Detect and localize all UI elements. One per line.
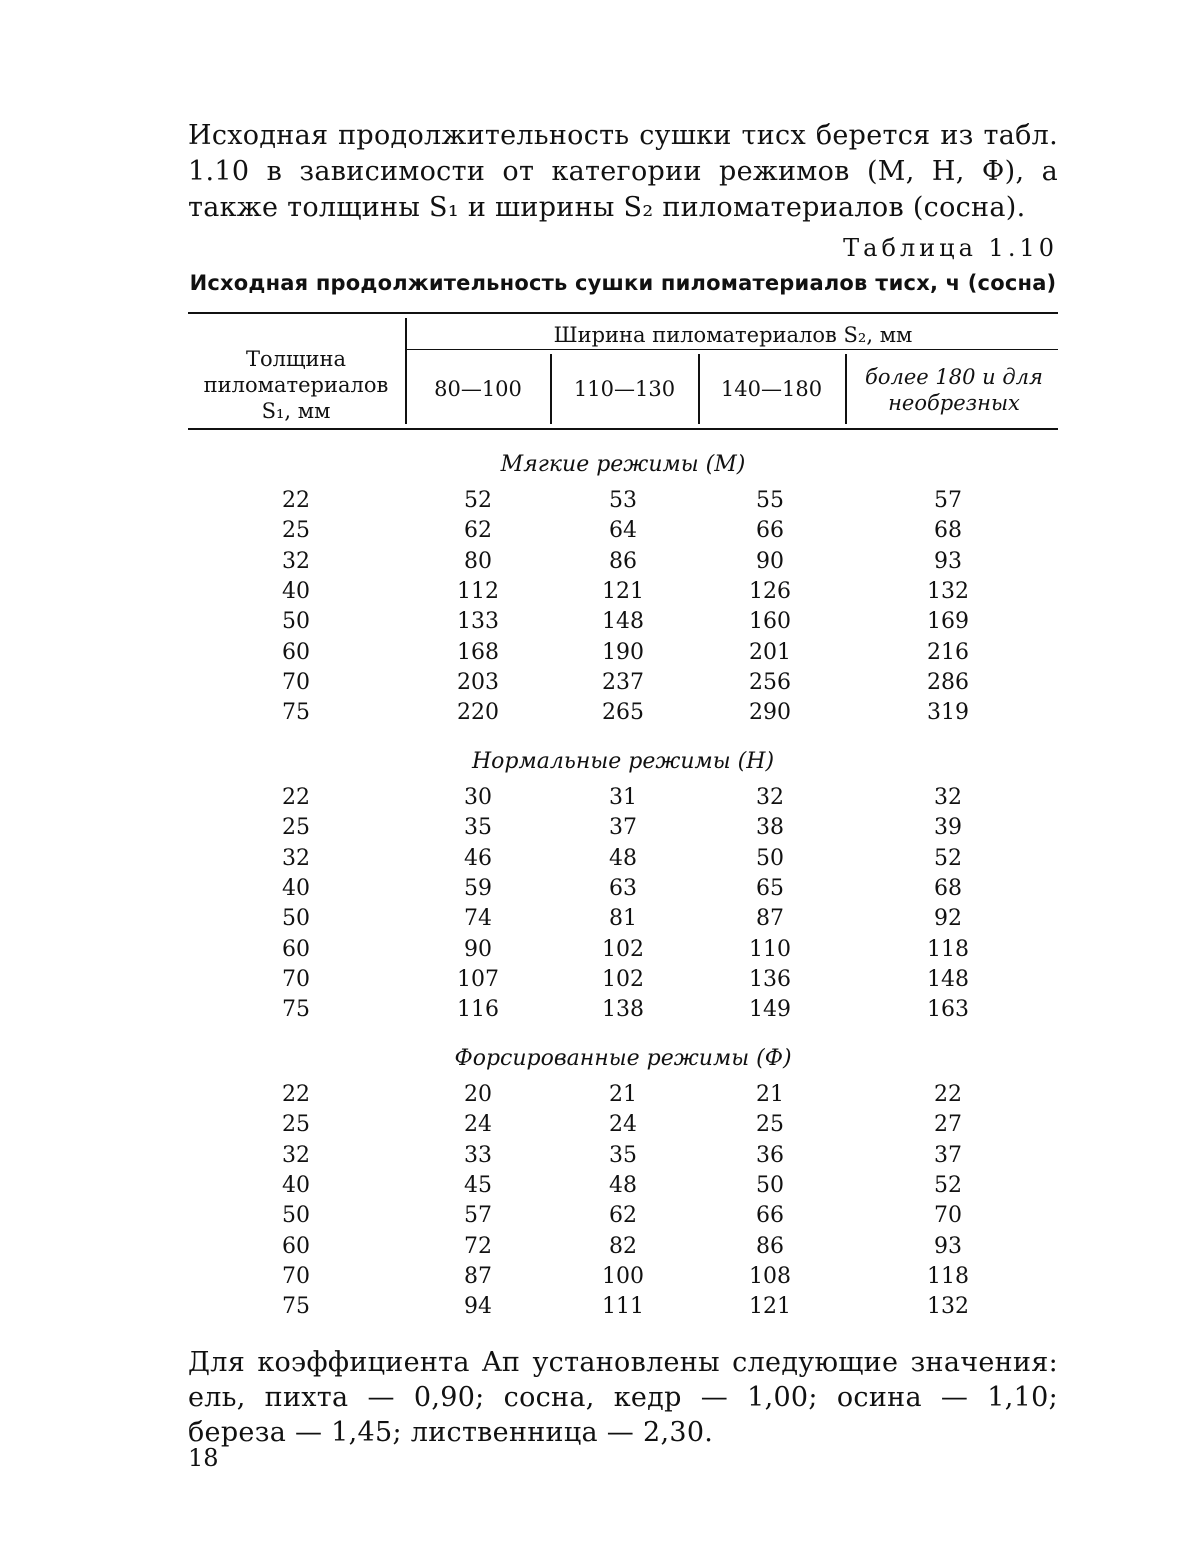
thickness-cell: 40 bbox=[282, 875, 310, 901]
table-row bbox=[0, 967, 1190, 997]
duration-cell: 220 bbox=[457, 700, 499, 726]
duration-cell: 48 bbox=[609, 845, 637, 871]
table-row bbox=[0, 846, 1190, 876]
table-row bbox=[0, 1264, 1190, 1294]
duration-cell: 136 bbox=[749, 966, 791, 992]
duration-cell: 132 bbox=[927, 1294, 969, 1320]
row-header: Толщина пиломатериалов S₁, мм bbox=[203, 347, 389, 423]
thickness-cell: 50 bbox=[282, 609, 310, 635]
duration-cell: 55 bbox=[756, 488, 784, 513]
duration-cell: 50 bbox=[756, 845, 784, 871]
duration-cell: 82 bbox=[609, 1233, 637, 1259]
duration-cell: 45 bbox=[464, 1172, 492, 1198]
duration-cell: 118 bbox=[927, 1263, 969, 1289]
duration-cell: 63 bbox=[609, 875, 637, 901]
duration-cell: 290 bbox=[749, 700, 791, 726]
thickness-cell: 25 bbox=[282, 1112, 310, 1138]
page-number: 18 bbox=[188, 1444, 219, 1472]
thickness-cell: 25 bbox=[282, 518, 310, 544]
duration-cell: 319 bbox=[927, 700, 969, 726]
table-row bbox=[0, 1294, 1190, 1324]
duration-cell: 102 bbox=[602, 936, 644, 962]
duration-cell: 86 bbox=[756, 1233, 784, 1259]
table-number: Таблица 1.10 bbox=[843, 234, 1058, 262]
duration-cell: 148 bbox=[602, 609, 644, 635]
header-mid-rule bbox=[406, 349, 1058, 350]
duration-cell: 138 bbox=[602, 997, 644, 1023]
thickness-cell: 22 bbox=[282, 488, 310, 513]
column-header: более 180 и для необрезных bbox=[865, 365, 1043, 415]
column-header: 80—100 bbox=[434, 377, 522, 401]
duration-cell: 24 bbox=[464, 1112, 492, 1138]
thickness-cell: 70 bbox=[282, 966, 310, 992]
duration-cell: 160 bbox=[749, 609, 791, 635]
duration-cell: 132 bbox=[927, 578, 969, 604]
thickness-cell: 50 bbox=[282, 906, 310, 932]
table-row bbox=[0, 488, 1190, 518]
duration-cell: 133 bbox=[457, 609, 499, 635]
duration-cell: 32 bbox=[756, 785, 784, 810]
duration-cell: 102 bbox=[602, 966, 644, 992]
duration-cell: 87 bbox=[756, 906, 784, 932]
header-divider-col1 bbox=[550, 354, 552, 424]
table-row bbox=[0, 906, 1190, 936]
column-group-header: Ширина пиломатериалов S₂, мм bbox=[553, 323, 913, 347]
section-title: Мягкие режимы (М) bbox=[500, 452, 746, 477]
duration-cell: 46 bbox=[464, 845, 492, 871]
duration-cell: 148 bbox=[927, 966, 969, 992]
outro-paragraph: Для коэффициента Aп установлены следующие значения: ель, пихта — 0,90; сосна, кедр — 1,00; осина — 1,10; береза — 1,45; лиственница — 2,30. bbox=[188, 1347, 1058, 1448]
duration-cell: 20 bbox=[464, 1082, 492, 1107]
duration-cell: 92 bbox=[934, 906, 962, 932]
duration-cell: 72 bbox=[464, 1233, 492, 1259]
duration-cell: 90 bbox=[464, 936, 492, 962]
duration-cell: 74 bbox=[464, 906, 492, 932]
duration-cell: 80 bbox=[464, 548, 492, 574]
table-row bbox=[0, 1234, 1190, 1264]
duration-cell: 66 bbox=[756, 1203, 784, 1229]
duration-cell: 190 bbox=[602, 639, 644, 665]
table-row bbox=[0, 785, 1190, 815]
table-row bbox=[0, 1082, 1190, 1112]
duration-cell: 121 bbox=[749, 1294, 791, 1320]
duration-cell: 36 bbox=[756, 1142, 784, 1168]
table-row bbox=[0, 815, 1190, 845]
header-divider-main bbox=[405, 318, 407, 424]
duration-cell: 22 bbox=[934, 1082, 962, 1107]
duration-cell: 35 bbox=[609, 1142, 637, 1168]
duration-cell: 86 bbox=[609, 548, 637, 574]
thickness-cell: 32 bbox=[282, 548, 310, 574]
duration-cell: 116 bbox=[457, 997, 499, 1023]
table-title: Исходная продолжительность сушки пиломатериалов τисх, ч (сосна) bbox=[189, 271, 1057, 295]
duration-cell: 81 bbox=[609, 906, 637, 932]
duration-cell: 48 bbox=[609, 1172, 637, 1198]
section-title: Нормальные режимы (Н) bbox=[471, 749, 775, 774]
table-row bbox=[0, 609, 1190, 639]
thickness-cell: 40 bbox=[282, 1172, 310, 1198]
duration-cell: 265 bbox=[602, 700, 644, 726]
duration-cell: 66 bbox=[756, 518, 784, 544]
thickness-cell: 60 bbox=[282, 936, 310, 962]
duration-cell: 110 bbox=[749, 936, 791, 962]
duration-cell: 57 bbox=[464, 1203, 492, 1229]
duration-cell: 107 bbox=[457, 966, 499, 992]
column-header: 140—180 bbox=[720, 377, 823, 401]
duration-cell: 32 bbox=[934, 785, 962, 810]
thickness-cell: 50 bbox=[282, 1203, 310, 1229]
duration-cell: 35 bbox=[464, 815, 492, 841]
duration-cell: 30 bbox=[464, 785, 492, 810]
table-row bbox=[0, 640, 1190, 670]
table-row bbox=[0, 700, 1190, 730]
duration-cell: 52 bbox=[464, 488, 492, 513]
duration-cell: 37 bbox=[934, 1142, 962, 1168]
duration-cell: 21 bbox=[756, 1082, 784, 1107]
duration-cell: 68 bbox=[934, 875, 962, 901]
duration-cell: 118 bbox=[927, 936, 969, 962]
duration-cell: 94 bbox=[464, 1294, 492, 1320]
duration-cell: 39 bbox=[934, 815, 962, 841]
thickness-cell: 70 bbox=[282, 669, 310, 695]
duration-cell: 52 bbox=[934, 845, 962, 871]
thickness-cell: 40 bbox=[282, 578, 310, 604]
duration-cell: 64 bbox=[609, 518, 637, 544]
duration-cell: 70 bbox=[934, 1203, 962, 1229]
thickness-cell: 75 bbox=[282, 700, 310, 726]
table-row bbox=[0, 997, 1190, 1027]
duration-cell: 62 bbox=[609, 1203, 637, 1229]
thickness-cell: 22 bbox=[282, 785, 310, 810]
duration-cell: 168 bbox=[457, 639, 499, 665]
duration-cell: 100 bbox=[602, 1263, 644, 1289]
table-row bbox=[0, 1203, 1190, 1233]
header-bottom-rule bbox=[188, 428, 1058, 430]
thickness-cell: 25 bbox=[282, 815, 310, 841]
table-row bbox=[0, 579, 1190, 609]
duration-cell: 93 bbox=[934, 1233, 962, 1259]
intro-paragraph: Исходная продолжительность сушки τисх берется из табл. 1.10 в зависимости от категории режимов (М, Н, Ф), а также толщины S₁ и ширины S₂ пиломатериалов (сосна). bbox=[188, 120, 1058, 223]
duration-cell: 163 bbox=[927, 997, 969, 1023]
table-row bbox=[0, 1143, 1190, 1173]
duration-cell: 52 bbox=[934, 1172, 962, 1198]
duration-cell: 31 bbox=[609, 785, 637, 810]
duration-cell: 65 bbox=[756, 875, 784, 901]
duration-cell: 112 bbox=[457, 578, 499, 604]
column-header: 110—130 bbox=[573, 377, 676, 401]
duration-cell: 50 bbox=[756, 1172, 784, 1198]
thickness-cell: 32 bbox=[282, 845, 310, 871]
table-row bbox=[0, 549, 1190, 579]
duration-cell: 256 bbox=[749, 669, 791, 695]
duration-cell: 108 bbox=[749, 1263, 791, 1289]
thickness-cell: 75 bbox=[282, 997, 310, 1023]
table-row bbox=[0, 876, 1190, 906]
duration-cell: 57 bbox=[934, 488, 962, 513]
duration-cell: 203 bbox=[457, 669, 499, 695]
table-top-rule bbox=[188, 312, 1058, 314]
duration-cell: 149 bbox=[749, 997, 791, 1023]
thickness-cell: 75 bbox=[282, 1294, 310, 1320]
duration-cell: 62 bbox=[464, 518, 492, 544]
table-row bbox=[0, 1173, 1190, 1203]
table-row bbox=[0, 518, 1190, 548]
duration-cell: 121 bbox=[602, 578, 644, 604]
thickness-cell: 60 bbox=[282, 1233, 310, 1259]
table-row bbox=[0, 1112, 1190, 1142]
duration-cell: 111 bbox=[602, 1294, 644, 1320]
duration-cell: 27 bbox=[934, 1112, 962, 1138]
duration-cell: 59 bbox=[464, 875, 492, 901]
duration-cell: 21 bbox=[609, 1082, 637, 1107]
header-divider-col3 bbox=[845, 354, 847, 424]
table-row bbox=[0, 937, 1190, 967]
duration-cell: 25 bbox=[756, 1112, 784, 1138]
thickness-cell: 22 bbox=[282, 1082, 310, 1107]
duration-cell: 87 bbox=[464, 1263, 492, 1289]
duration-cell: 237 bbox=[602, 669, 644, 695]
duration-cell: 53 bbox=[609, 488, 637, 513]
duration-cell: 37 bbox=[609, 815, 637, 841]
thickness-cell: 32 bbox=[282, 1142, 310, 1168]
section-title: Форсированные режимы (Ф) bbox=[454, 1046, 792, 1071]
table-row bbox=[0, 670, 1190, 700]
duration-cell: 93 bbox=[934, 548, 962, 574]
thickness-cell: 60 bbox=[282, 639, 310, 665]
duration-cell: 126 bbox=[749, 578, 791, 604]
duration-cell: 68 bbox=[934, 518, 962, 544]
duration-cell: 169 bbox=[927, 609, 969, 635]
duration-cell: 24 bbox=[609, 1112, 637, 1138]
duration-cell: 38 bbox=[756, 815, 784, 841]
duration-cell: 216 bbox=[927, 639, 969, 665]
duration-cell: 201 bbox=[749, 639, 791, 665]
duration-cell: 286 bbox=[927, 669, 969, 695]
thickness-cell: 70 bbox=[282, 1263, 310, 1289]
duration-cell: 90 bbox=[756, 548, 784, 574]
duration-cell: 33 bbox=[464, 1142, 492, 1168]
